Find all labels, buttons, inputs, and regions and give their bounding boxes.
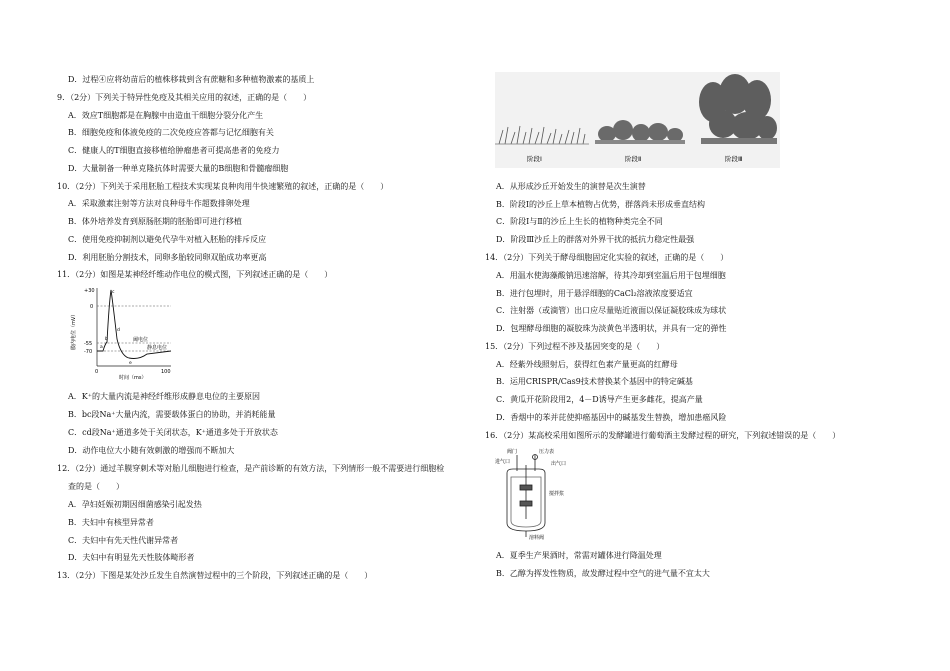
q13-option-c: C．阶段Ⅰ与Ⅱ的沙丘上生长的植物种类完全不同 <box>496 217 663 226</box>
q12-option-d: D．夫妇中有明显先天性肢体畸形者 <box>68 553 195 562</box>
q14-stem: 14．（2分）下列关于酵母细胞固定化实验的叙述，正确的是（ ） <box>485 253 729 262</box>
fig11-point-b: b <box>105 337 108 342</box>
q10-stem: 10．（2分）下列关于采用胚胎工程技术实现某良种肉用牛快速繁殖的叙述，正确的是（ ） <box>57 182 389 191</box>
q10-option-c: C．使用免疫抑制剂以避免代孕牛对植入胚胎的排斥反应 <box>68 235 267 244</box>
q13-option-b: B．阶段Ⅰ的沙丘上草本植物占优势，群落尚未形成垂直结构 <box>496 200 706 209</box>
fig11-xtick-zero: 0 <box>95 369 99 375</box>
q16-stem: 16．（2分）某高校采用如图所示的发酵罐进行葡萄酒主发酵过程的研究，下列叙述错误的是（ ） <box>485 431 841 440</box>
q14-option-b: B．进行包埋时，用于悬浮细胞的CaCl₂溶液浓度要适宜 <box>496 289 693 298</box>
q14-option-a: A．用温水使海藻酸钠迅速溶解，待其冷却到室温后用于包埋细胞 <box>496 271 726 280</box>
q15-stem: 15．（2分）下列过程不涉及基因突变的是（ ） <box>485 342 665 351</box>
fig11-ytick-zero: 0 <box>90 304 94 310</box>
stage-2-label: 阶段Ⅱ <box>625 155 642 163</box>
q9-stem: 9．（2分）下列关于特异性免疫及其相关应用的叙述，正确的是（ ） <box>57 93 312 102</box>
fig11-point-d: d <box>117 328 120 333</box>
fig11-xlabel: 时间（ms） <box>119 375 147 380</box>
q16-option-b: B．乙醇为挥发性物质，故发酵过程中空气的进气量不宜太大 <box>496 569 710 578</box>
q10-option-b: B．体外培养发育到原肠胚期的胚胎即可进行移植 <box>68 217 242 226</box>
q9-option-c: C．健康人的T细胞直接移植给肿瘤患者可提高患者的免疫力 <box>68 146 280 155</box>
fermenter-label-inlet: 进气口 <box>495 459 511 465</box>
q12-option-c: C．夫妇中有先天性代谢异常者 <box>68 536 179 545</box>
q14-option-c: C．注射器（或滴管）出口应尽量贴近液面以保证凝胶珠成为球状 <box>496 306 727 315</box>
q12-stem-line1: 12．（2分）通过羊膜穿刺术等对胎儿细胞进行检查，是产前诊断的有效方法，下列情形一般不需要进行细胞检 <box>57 464 445 473</box>
fig11-point-e: e <box>129 361 132 366</box>
succession-figure <box>495 72 780 168</box>
fig11-xtick-100: 100 <box>161 369 171 375</box>
fermenter-label-pressure: 压力表 <box>539 449 555 455</box>
fig11-ytick-top: +30 <box>84 288 95 294</box>
fig11-label-threshold: 阈电位 <box>133 337 149 343</box>
fermenter-figure <box>495 445 585 541</box>
q11-stem: 11．（2分）如图是某神经纤维动作电位的模式图，下列叙述正确的是（ ） <box>57 270 333 279</box>
fermenter-label-outlet: 出气口 <box>551 461 567 467</box>
q13-option-d: D．阶段Ⅲ沙丘上的群落对外界干扰的抵抗力稳定性最强 <box>496 235 695 244</box>
fig11-point-c: c <box>112 290 115 295</box>
q12-option-b: B．夫妇中有核型异常者 <box>68 518 154 527</box>
q10-option-a: A．采取激素注射等方法对良种母牛作超数排卵处理 <box>68 199 250 208</box>
stage-3-label: 阶段Ⅲ <box>725 155 743 163</box>
q8-option-d: D．过程④应将幼苗后的植株移栽到含有蔗糖和多种植物激素的基质上 <box>68 75 315 84</box>
q11-option-c: C．cd段Na⁺通道多处于关闭状态，K⁺通道多处于开放状态 <box>68 428 278 437</box>
q11-option-d: D．动作电位大小随有效刺激的增强而不断加大 <box>68 446 235 455</box>
q15-option-a: A．经紫外线照射后，获得红色素产量更高的红酵母 <box>496 360 678 369</box>
q15-option-c: C．黄瓜开花阶段用2，4－D诱导产生更多雌花，提高产量 <box>496 395 703 404</box>
q11-option-a: A．K⁺的大量内流是神经纤维形成静息电位的主要原因 <box>68 392 260 401</box>
q15-option-b: B．运用CRISPR/Cas9技术替换某个基因中的特定碱基 <box>496 377 693 386</box>
stage-1-label: 阶段Ⅰ <box>527 155 542 163</box>
q12-option-a: A．孕妇妊娠初期因细菌感染引起发热 <box>68 500 202 509</box>
fermenter-vessel-icon <box>507 455 545 538</box>
q15-option-d: D．香烟中的苯并芘使抑癌基因中的碱基发生替换，增加患癌风险 <box>496 413 727 422</box>
q13-option-a: A．从形成沙丘开始发生的演替是次生演替 <box>496 182 646 191</box>
fig11-ytick-bottom: -70 <box>84 349 93 355</box>
fig11-ylabel: 膜内电位（mV） <box>71 311 77 350</box>
fermenter-label-stirrer: 搅拌浆 <box>549 491 565 497</box>
fig11-ytick-low: -55 <box>84 341 93 347</box>
action-potential-figure <box>67 284 177 380</box>
q14-option-d: D．包埋酵母细胞的凝胶珠为淡黄色半透明状，并具有一定的弹性 <box>496 324 727 333</box>
q16-option-a: A．夏季生产果酒时，常需对罐体进行降温处理 <box>496 551 662 560</box>
q10-option-d: D．利用胚胎分割技术，同卵多胎较同卵双胎成功率更高 <box>68 253 267 262</box>
q9-option-a: A．效应T细胞都是在胸腺中由造血干细胞分裂分化产生 <box>68 111 264 120</box>
q11-option-b: B．bc段Na⁺大量内流，需要载体蛋白的协助，并消耗能量 <box>68 410 276 419</box>
fermenter-label-drain: 溶料阀 <box>529 535 545 541</box>
fermenter-label-valve: 阀门 <box>507 449 518 455</box>
fig11-point-a: a <box>100 345 103 350</box>
q13-stem: 13．（2分）下图是某处沙丘发生自然演替过程中的三个阶段，下列叙述正确的是（ ） <box>57 571 373 580</box>
q9-option-b: B．细胞免疫和体液免疫的二次免疫应答都与记忆细胞有关 <box>68 128 274 137</box>
fig11-label-rest: 静息电位 <box>147 345 168 351</box>
q12-stem-line2: 查的是（ ） <box>68 482 124 491</box>
q9-option-d: D．大量制备一种单克隆抗体时需要大量的B细胞和骨髓瘤细胞 <box>68 164 289 173</box>
